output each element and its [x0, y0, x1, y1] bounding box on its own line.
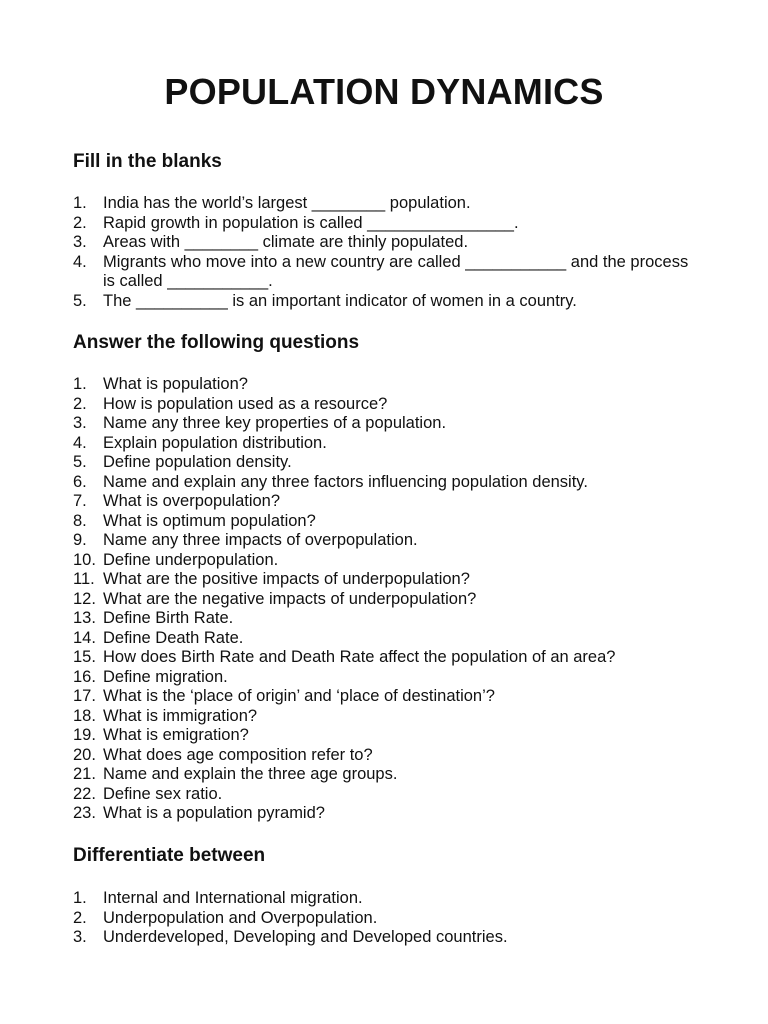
item-text: Migrants who move into a new country are called ___________ and the process is called ___________.: [103, 252, 689, 290]
item-text: Define migration.: [103, 667, 228, 686]
item-number: 10.: [73, 550, 96, 569]
item-number: 5.: [73, 291, 87, 310]
list-item: [73, 414, 693, 434]
item-number: 3.: [73, 928, 87, 946]
list-item: [73, 453, 693, 473]
item-number: 4.: [73, 433, 87, 452]
list-item: [73, 214, 693, 234]
item-text: What is optimum population?: [103, 511, 316, 530]
item-number: 6.: [73, 472, 87, 491]
item-number: 3.: [73, 414, 87, 432]
item-text: Define Death Rate.: [103, 628, 244, 647]
item-number: 2.: [73, 394, 87, 413]
item-text: What is overpopulation?: [103, 492, 281, 510]
item-text: Define underpopulation.: [103, 550, 279, 569]
answer-questions-list: [73, 375, 693, 824]
list-item: [73, 746, 693, 766]
item-number: 20.: [73, 745, 96, 764]
item-text: Internal and International migration.: [103, 889, 363, 907]
item-text: Name and explain any three factors influencing population density.: [103, 472, 588, 491]
list-item: [73, 707, 693, 727]
item-text: What is population?: [103, 375, 248, 393]
list-item: [73, 687, 693, 707]
item-number: 21.: [73, 765, 96, 783]
list-item: [73, 253, 693, 292]
item-number: 2.: [73, 908, 87, 927]
list-item: [73, 804, 693, 824]
item-number: 2.: [73, 213, 87, 232]
item-number: 22.: [73, 784, 96, 803]
list-item: [73, 473, 693, 493]
item-text: What are the negative impacts of underpopulation?: [103, 589, 477, 608]
item-text: The __________ is an important indicator of women in a country.: [103, 291, 577, 310]
list-item: [73, 434, 693, 454]
list-item: [73, 570, 693, 590]
item-text: Define sex ratio.: [103, 784, 223, 803]
item-text: Define Birth Rate.: [103, 609, 234, 627]
item-number: 1.: [73, 375, 87, 393]
item-number: 3.: [73, 233, 87, 251]
item-number: 7.: [73, 492, 87, 510]
list-item: [73, 395, 693, 415]
item-text: What does age composition refer to?: [103, 745, 373, 764]
item-text: Name any three impacts of overpopulation.: [103, 531, 418, 549]
item-text: Name and explain the three age groups.: [103, 765, 398, 783]
list-item: [73, 512, 693, 532]
item-text: How is population used as a resource?: [103, 394, 388, 413]
list-item: [73, 909, 693, 929]
item-number: 11.: [73, 570, 95, 588]
list-item: [73, 889, 693, 909]
item-number: 13.: [73, 609, 96, 627]
list-item: [73, 551, 693, 571]
list-item: [73, 194, 693, 214]
item-number: 23.: [73, 804, 96, 822]
section-heading-differentiate-between: Differentiate between: [73, 845, 266, 866]
item-text: Areas with ________ climate are thinly populated.: [103, 233, 469, 251]
item-number: 19.: [73, 726, 96, 744]
item-text: Define population density.: [103, 453, 292, 471]
list-item: [73, 531, 693, 551]
list-item: [73, 233, 693, 253]
item-text: Name any three key properties of a population.: [103, 414, 447, 432]
item-number: 15.: [73, 648, 96, 666]
list-item: [73, 785, 693, 805]
item-number: 18.: [73, 706, 96, 725]
list-item: [73, 375, 693, 395]
list-item: [73, 492, 693, 512]
list-item: [73, 590, 693, 610]
item-text: What are the positive impacts of underpopulation?: [103, 570, 470, 588]
list-item: [73, 765, 693, 785]
list-item: [73, 292, 693, 312]
section-heading-answer-questions: Answer the following questions: [73, 332, 360, 353]
list-item: [73, 928, 693, 948]
item-number: 16.: [73, 667, 96, 686]
differentiate-between-list: [73, 889, 693, 948]
list-item: [73, 726, 693, 746]
item-text: How does Birth Rate and Death Rate affect the population of an area?: [103, 648, 616, 666]
list-item: [73, 629, 693, 649]
item-number: 17.: [73, 687, 96, 705]
item-number: 1.: [73, 194, 87, 212]
item-number: 14.: [73, 628, 96, 647]
item-text: Underdeveloped, Developing and Developed countries.: [103, 928, 508, 946]
list-item: [73, 668, 693, 688]
item-text: India has the world’s largest ________ population.: [103, 194, 471, 212]
item-text: Explain population distribution.: [103, 433, 327, 452]
item-number: 9.: [73, 531, 87, 549]
item-number: 1.: [73, 889, 87, 907]
item-text: Underpopulation and Overpopulation.: [103, 908, 378, 927]
item-text: What is a population pyramid?: [103, 804, 325, 822]
page-title: POPULATION DYNAMICS: [164, 71, 604, 112]
item-number: 12.: [73, 589, 96, 608]
item-number: 5.: [73, 453, 87, 471]
item-number: 4.: [73, 252, 87, 271]
list-item: [73, 609, 693, 629]
section-heading-fill-in-the-blanks: Fill in the blanks: [73, 151, 222, 172]
item-text: Rapid growth in population is called ________________.: [103, 213, 519, 232]
item-number: 8.: [73, 511, 87, 530]
item-text: What is the ‘place of origin’ and ‘place of destination’?: [103, 687, 495, 705]
item-text: What is emigration?: [103, 726, 249, 744]
fill-in-the-blanks-list: [73, 194, 693, 311]
list-item: [73, 648, 693, 668]
item-text: What is immigration?: [103, 706, 258, 725]
